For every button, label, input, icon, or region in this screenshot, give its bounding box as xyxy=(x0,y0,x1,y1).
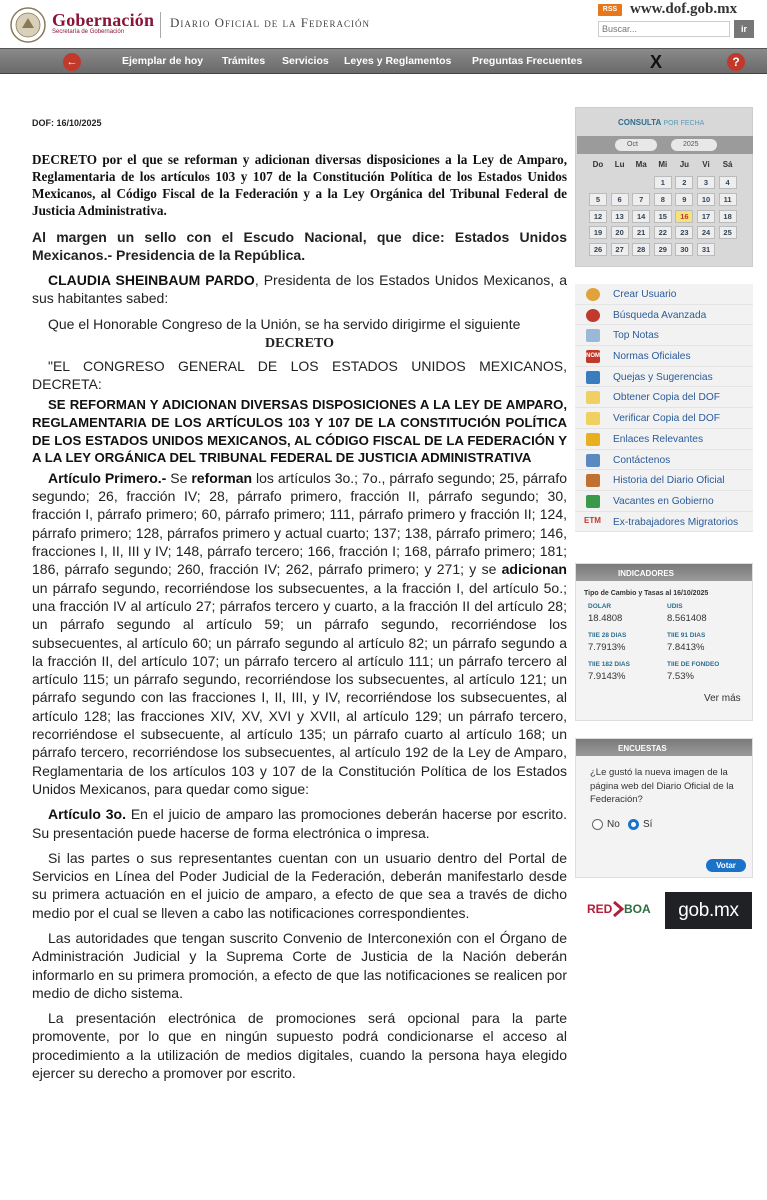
menu-item-label: Obtener Copia del DOF xyxy=(613,392,721,404)
menu-item-label: Ex-trabajadores Migratorios xyxy=(613,516,739,528)
calendar-day[interactable]: 15 xyxy=(654,210,672,223)
nav-ejemplar-de-hoy[interactable]: Ejemplar de hoy xyxy=(122,55,204,67)
menu-item[interactable] xyxy=(575,346,753,367)
site-title: Diario Oficial de la Federación xyxy=(170,15,370,30)
decree-title: DECRETO por el que se reforman y adicionan diversas disposiciones a la Ley de Amparo, Reglamentaria de los artículos 103 y 107 de la Constitución Política de los Estados Unidos Mexicanos, al Código Fiscal de la Federación y a la Ley Orgánica del Tribunal Federal de Justicia Administrativa. xyxy=(32,152,567,218)
calendar-day[interactable]: 26 xyxy=(589,243,607,256)
menu-item-label: Vacantes en Gobierno xyxy=(613,495,714,507)
menu-item[interactable] xyxy=(575,470,753,491)
calendar-widget xyxy=(575,107,753,267)
search-input[interactable] xyxy=(598,21,730,37)
dof-date: DOF: 16/10/2025 xyxy=(32,118,102,128)
article-first-text1: los artículos 3o.; 7o., párrafo segundo; 25, párrafo segundo; 26, fracción IV; 28, párrafo primero, fracción II, párrafo segundo; 30, fracción I, párrafo primero; 60, párrafo primero; 111, párrafo primero y fracción II; 124, párrafo primero; 128, párrafos primero y actual cuarto; 137; 138, párrafo primero; 146, fracciones I, II, III y IV; 148, párrafo tercero; 166, fracción I; 168, párrafo primero; 181; 186, párrafo segundo; 260, fracción IV; 262, párrafo primero; y 271; y se xyxy=(32,469,567,578)
indicators-subtitle: Tipo de Cambio y Tasas al 16/10/2025 xyxy=(584,590,709,597)
vote-button[interactable]: Votar xyxy=(706,859,746,872)
calendar-day[interactable]: 30 xyxy=(675,243,693,256)
menu-item[interactable] xyxy=(575,450,753,471)
president-name: CLAUDIA SHEINBAUM PARDO xyxy=(48,272,255,288)
services-menu xyxy=(575,284,753,532)
reforms-heading: SE REFORMAN Y ADICIONAN DIVERSAS DISPOSICIONES A LA LEY DE AMPARO, REGLAMENTARIA DE LOS ARTÍCULOS 103 Y 107 DE LA CONSTITUCIÓN POLÍTICA DE LOS ESTADOS UNIDOS MEXICANOS, AL CÓDIGO FISCAL DE LA FEDERACIÓN Y A LA LEY ORGÁNICA DEL TRIBUNAL FEDERAL DE JUSTICIA ADMINISTRATIVA xyxy=(32,397,567,466)
congress-paragraph: Que el Honorable Congreso de la Unión, se ha servido dirigirme el siguiente xyxy=(48,315,521,332)
indicators-widget xyxy=(575,563,753,721)
calendar-day[interactable]: 3 xyxy=(697,176,715,189)
menu-item-label: Búsqueda Avanzada xyxy=(613,309,707,321)
indicator-value: 8.561408 xyxy=(667,613,707,624)
calendar-selectors xyxy=(577,136,753,154)
menu-item-label: Top Notas xyxy=(613,330,659,342)
article-3-text: En el juicio de amparo las promociones deberán hacerse por escrito. Su presentación puede hacerse de forma electrónica o impresa. xyxy=(32,806,567,841)
nav-leyes-reglamentos[interactable]: Leyes y Reglamentos xyxy=(344,55,452,67)
article-first-text2: un párrafo segundo, recorriéndose los subsecuentes, a la fracción I, del artículo 5o.; una fracción IV al artículo 27; párrafos tercero y cuarto, a la fracción II del artículo 28; un párrafo segundo al artículo 59; un párrafo segundo, recorriéndose los subsecuentes, al artículo 60; un párrafo segundo al artículo 82; un párrafo segundo a la fracción II, del artículo 107; un párrafo tercero al artículo 111; un párrafo tercero al artículo 115; un párrafo segundo, recorriéndose los subsecuentes, al artículo 121; un párrafo segundo con las fracciones I, II, III, y IV, recorriéndose los subsecuentes, al artículo 128; las fracciones XIV, XV, XVI y XVII, al artículo 129; un párrafo tercero, recorriéndose el subsecuente, al artículo 135; un párrafo cuarto al artículo 168; un párrafo tercero, recorriéndose los subsecuentes, al artículo 192 de la Ley de Amparo, Reglamentaria de los artículos 103 y 107 de la Constitución Política de los Estados Unidos Mexicanos, para quedar como sigue: xyxy=(32,579,567,797)
indicator-value: 7.8413% xyxy=(667,642,705,653)
nav-tramites[interactable]: Trámites xyxy=(222,55,266,67)
calendar-day[interactable]: 6 xyxy=(611,193,629,206)
rss-icon[interactable]: RSS xyxy=(598,4,622,16)
radio-si-label: Sí xyxy=(643,819,653,830)
survey-title: ENCUESTAS xyxy=(576,739,752,756)
calendar-day[interactable]: 22 xyxy=(654,226,672,239)
calendar-day-selected[interactable]: 16 xyxy=(675,210,693,223)
help-icon[interactable]: ? xyxy=(727,53,745,71)
menu-item-label: Historia del Diario Oficial xyxy=(613,475,725,487)
indicator-label: UDIS xyxy=(667,603,683,610)
calendar-day[interactable]: 31 xyxy=(697,243,715,256)
calendar-day[interactable]: 19 xyxy=(589,226,607,239)
calendar-day[interactable]: 27 xyxy=(611,243,629,256)
calendar-day[interactable]: 20 xyxy=(611,226,629,239)
document-body xyxy=(32,118,567,1082)
menu-item-label: Contáctenos xyxy=(613,454,671,466)
calendar-title-main: CONSULTA xyxy=(618,118,662,127)
menu-item-label: Verificar Copia del DOF xyxy=(613,413,721,425)
star-icon xyxy=(586,329,600,342)
escudo-nacional-logo[interactable] xyxy=(8,6,48,44)
weekday-header: Ju xyxy=(679,160,690,169)
menu-item-label: Quejas y Sugerencias xyxy=(613,371,713,383)
article-3-paragraph-4: La presentación electrónica de promociones será opcional para la parte promovente, por lo que en ningún supuesto podrá condicionarse el acceso al procedimiento a la utilización de medios digitales, cuando la persona haya elegido ejercer su derecho a promover por escrito. xyxy=(32,1010,567,1082)
calendar-day[interactable]: 1 xyxy=(654,176,672,189)
article-3-paragraph-2: Si las partes o sus representantes cuentan con un usuario dentro del Portal de Servicios en Línea del Poder Judicial de la Federación, deberán manifestarlo desde su primera actuación en el juicio de amparo, a efecto de que sea a través de dicho medio por el cual se lleven a cabo las notificaciones correspondientes. xyxy=(32,849,567,921)
calendar-day[interactable]: 24 xyxy=(697,226,715,239)
back-arrow-icon[interactable]: ← xyxy=(63,53,81,71)
jobs-icon xyxy=(586,495,600,508)
menu-item[interactable] xyxy=(575,284,753,305)
menu-item[interactable] xyxy=(575,387,753,408)
document-icon xyxy=(586,391,600,404)
calendar-day[interactable]: 11 xyxy=(719,193,737,206)
indicator-label: TIIE 28 DIAS xyxy=(588,632,627,639)
history-icon xyxy=(586,474,600,487)
reforman-keyword: reforman xyxy=(191,469,253,486)
survey-question: ¿Le gustó la nueva imagen de la página web del Diario Oficial de la Federación? xyxy=(590,767,734,805)
menu-item[interactable] xyxy=(575,305,753,326)
adicionan-keyword: adicionan xyxy=(501,561,567,578)
article-3 xyxy=(32,805,567,842)
calendar-title-sub: POR FECHA xyxy=(663,120,705,127)
calendar-day[interactable]: 13 xyxy=(611,210,629,223)
president-paragraph xyxy=(32,271,567,308)
indicator-label: TIIE 91 DIAS xyxy=(667,632,706,639)
congress-decrees: "EL CONGRESO GENERAL DE LOS ESTADOS UNIDOS MEXICANOS, DECRETA: xyxy=(32,357,567,393)
calendar-day[interactable]: 25 xyxy=(719,226,737,239)
star-icon xyxy=(586,433,600,446)
calendar-day[interactable]: 17 xyxy=(697,210,715,223)
menu-item[interactable] xyxy=(575,408,753,429)
site-url[interactable]: www.dof.gob.mx xyxy=(630,1,738,17)
weekday-header: Sá xyxy=(722,160,733,169)
calendar-day[interactable]: 28 xyxy=(632,243,650,256)
red-boa-logo[interactable] xyxy=(586,896,654,922)
calendar-day[interactable]: 10 xyxy=(697,193,715,206)
article-3-label: Artículo 3o. xyxy=(48,806,126,823)
indicator-value: 7.7913% xyxy=(588,642,626,653)
article-first-label: Artículo Primero.- xyxy=(48,469,167,486)
decreto-heading: DECRETO xyxy=(265,335,334,351)
calendar-day[interactable]: 5 xyxy=(589,193,607,206)
header-divider xyxy=(160,12,161,38)
calendar-day[interactable]: 12 xyxy=(589,210,607,223)
article-first-pre: Se xyxy=(166,469,192,486)
survey-widget xyxy=(575,738,753,878)
weekday-header: Mi xyxy=(658,160,668,169)
calendar-day[interactable]: 7 xyxy=(632,193,650,206)
radio-si[interactable] xyxy=(628,819,639,830)
calendar-day[interactable]: 23 xyxy=(675,226,693,239)
contact-icon xyxy=(586,454,600,467)
indicator-label: DOLAR xyxy=(588,603,612,610)
calendar-title xyxy=(618,118,704,127)
indicator-label: TIIE 182 DIAS xyxy=(588,661,630,668)
article-3-paragraph-3: Las autoridades que tengan suscrito Convenio de Interconexión con el Órgano de Administración Judicial y la Suprema Corte de Justicia de la Nación deberán informarlo en su primera promoción, a efecto de que las notificaciones se realicen por medio de dicho sistema. xyxy=(32,929,567,1001)
weekday-header: Vi xyxy=(702,160,710,169)
indicators-title: INDICADORES xyxy=(576,564,752,581)
gobernacion-subtitle: Secretaría de Gobernación xyxy=(52,29,125,35)
etm-icon: ETM xyxy=(584,515,601,525)
calendar-day[interactable]: 8 xyxy=(654,193,672,206)
main-nav xyxy=(0,48,767,74)
calendar-day[interactable]: 4 xyxy=(719,176,737,189)
nav-preguntas-frecuentes[interactable]: Preguntas Frecuentes xyxy=(472,55,583,67)
margin-note: Al margen un sello con el Escudo Nacional, que dice: Estados Unidos Mexicanos.- Presidencia de la República. xyxy=(32,229,567,263)
user-icon xyxy=(586,288,600,301)
indicator-value: 18.4808 xyxy=(588,613,623,624)
menu-item[interactable] xyxy=(575,429,753,450)
ver-mas-link[interactable]: Ver más xyxy=(704,693,741,704)
menu-item-label: Crear Usuario xyxy=(613,289,677,300)
indicator-value: 7.9143% xyxy=(588,671,626,682)
verify-icon xyxy=(586,412,600,425)
menu-item[interactable] xyxy=(575,325,753,346)
president-text: , Presidenta de los Estados Unidos Mexicanos, a sus habitantes sabed: xyxy=(32,272,567,307)
indicator-label: TIIE DE FONDEO xyxy=(667,661,720,668)
x-social-icon[interactable]: X xyxy=(649,52,662,72)
menu-item-label: Normas Oficiales xyxy=(613,351,691,363)
radio-no-label: No xyxy=(607,819,620,830)
weekday-header: Lu xyxy=(614,160,625,169)
radio-no[interactable] xyxy=(592,819,603,830)
weekday-header: Do xyxy=(592,160,604,169)
article-first xyxy=(32,469,567,798)
svg-text:RED: RED xyxy=(587,902,613,916)
calendar-day[interactable]: 2 xyxy=(675,176,693,189)
site-header xyxy=(0,0,767,48)
calendar-day[interactable]: 9 xyxy=(675,193,693,206)
calendar-day[interactable]: 18 xyxy=(719,210,737,223)
month-select[interactable]: Oct xyxy=(615,139,657,151)
menu-item-label: Enlaces Relevantes xyxy=(613,433,704,445)
mailbox-icon xyxy=(586,371,600,384)
indicator-value: 7.53% xyxy=(667,671,694,682)
weekday-header: Ma xyxy=(635,160,647,169)
nom-icon: NOM xyxy=(586,350,600,363)
calendar-day[interactable]: 14 xyxy=(632,210,650,223)
menu-item[interactable] xyxy=(575,367,753,388)
nav-servicios[interactable]: Servicios xyxy=(282,55,329,67)
year-select[interactable]: 2025 xyxy=(671,139,717,151)
gob-mx-logo[interactable]: gob.mx xyxy=(665,892,752,929)
svg-text:BOA: BOA xyxy=(624,902,651,916)
search-button[interactable]: ir xyxy=(734,20,754,38)
menu-item[interactable] xyxy=(575,491,753,512)
gobernacion-brand[interactable]: Gobernación xyxy=(52,10,155,30)
menu-item[interactable] xyxy=(575,512,753,533)
calendar-day[interactable]: 21 xyxy=(632,226,650,239)
calendar-day[interactable]: 29 xyxy=(654,243,672,256)
search-icon xyxy=(586,309,600,322)
